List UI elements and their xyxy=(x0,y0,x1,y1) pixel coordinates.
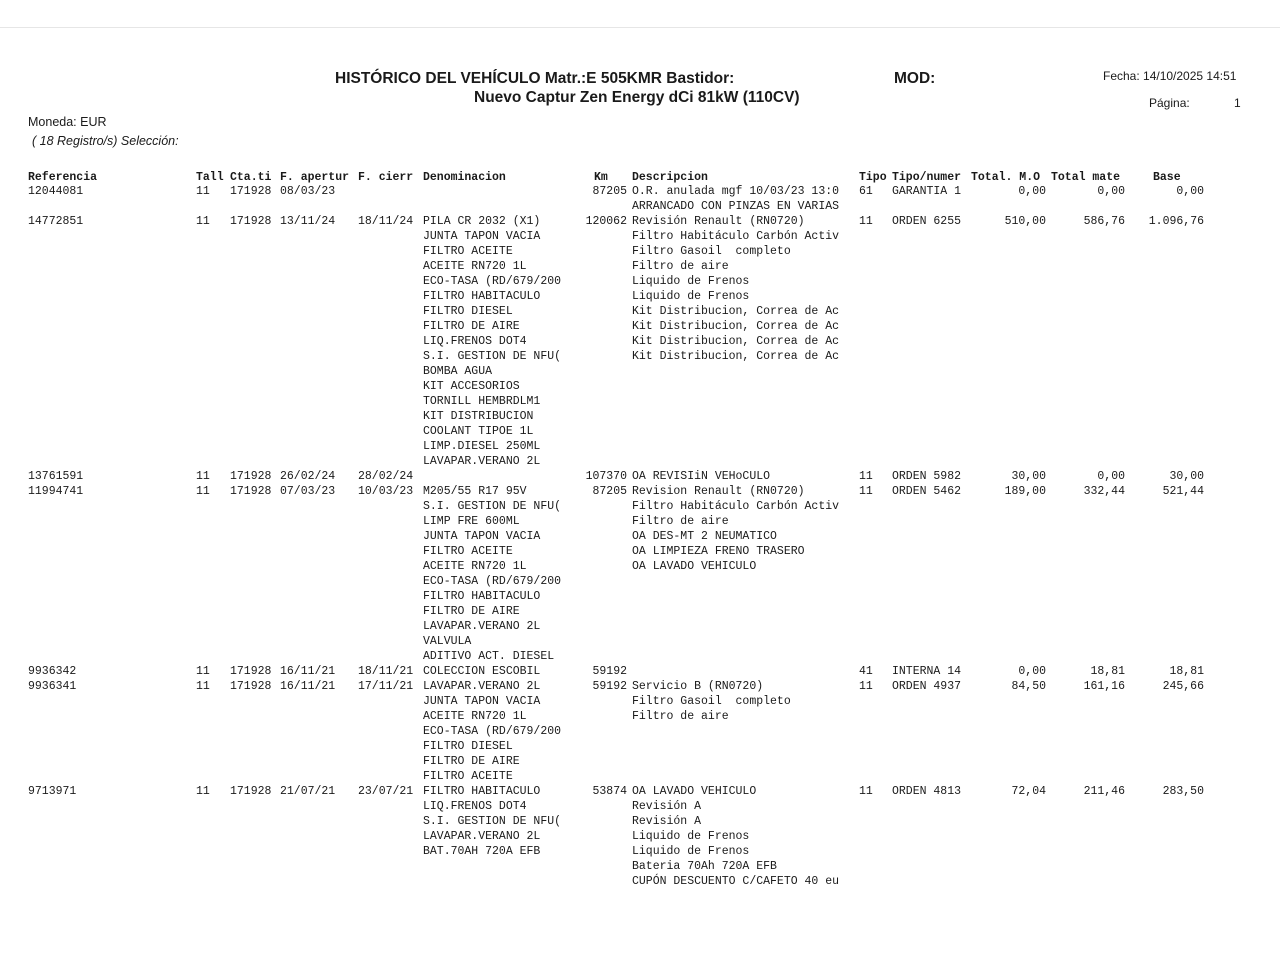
record-tipo: 61 xyxy=(859,185,873,198)
record-referencia: 9936341 xyxy=(28,680,77,693)
descripcion-line: O.R. anulada mgf 10/03/23 13:0 xyxy=(632,185,840,198)
record-referencia: 11994741 xyxy=(28,485,84,498)
denominacion-line: FILTRO DIESEL xyxy=(423,740,513,753)
scan-top-rule xyxy=(0,27,1280,28)
col-denominacion: Denominacion xyxy=(423,171,506,184)
record-base: 18,81 xyxy=(1169,665,1204,678)
report-date: Fecha: 14/10/2025 14:51 xyxy=(1103,69,1237,83)
denominacion-line: FILTRO ACEITE xyxy=(423,245,513,258)
record-km: 87205 xyxy=(592,185,627,198)
record-tipo: 11 xyxy=(859,215,873,228)
denominacion-line: COOLANT TIPOE 1L xyxy=(423,425,534,438)
denominacion-line: BAT.70AH 720A EFB xyxy=(423,845,541,858)
record-f-apertura: 13/11/24 xyxy=(280,215,336,228)
selection-count: ( 18 Registro/s) Selección: xyxy=(32,134,179,148)
record-cta: 171928 xyxy=(230,785,272,798)
record-tipo: 11 xyxy=(859,470,873,483)
denominacion-line: FILTRO HABITACULO xyxy=(423,785,541,798)
col-f-apertura: F. apertur xyxy=(280,171,350,184)
record-km: 59192 xyxy=(592,680,627,693)
record-total-mat: 161,16 xyxy=(1083,680,1125,693)
denominacion-line: BOMBA AGUA xyxy=(423,365,493,378)
denominacion-line: ECO-TASA (RD/679/200 xyxy=(423,725,562,738)
record-f-cierre: 18/11/24 xyxy=(358,215,414,228)
record-referencia: 12044081 xyxy=(28,185,84,198)
record-referencia: 9713971 xyxy=(28,785,77,798)
record-f-apertura: 16/11/21 xyxy=(280,680,336,693)
denominacion-line: LAVAPAR.VERANO 2L xyxy=(423,680,541,693)
denominacion-line: TORNILL HEMBRDLM1 xyxy=(423,395,541,408)
record-base: 30,00 xyxy=(1169,470,1204,483)
record-total-mo: 84,50 xyxy=(1011,680,1046,693)
descripcion-line: Kit Distribucion, Correa de Ac xyxy=(632,320,840,333)
denominacion-line: FILTRO ACEITE xyxy=(423,545,513,558)
denominacion-line: FILTRO DE AIRE xyxy=(423,755,520,768)
record-tipo: 41 xyxy=(859,665,873,678)
record-tall: 11 xyxy=(196,215,210,228)
denominacion-line: LAVAPAR.VERANO 2L xyxy=(423,620,541,633)
denominacion-line: LAVAPAR.VERANO 2L xyxy=(423,830,541,843)
descripcion-line: Filtro Gasoil completo xyxy=(632,245,791,258)
vehicle-model-title: Nuevo Captur Zen Energy dCi 81kW (110CV) xyxy=(474,89,800,106)
record-tipo: 11 xyxy=(859,785,873,798)
col-tall: Tall xyxy=(196,171,224,184)
record-f-apertura: 21/07/21 xyxy=(280,785,336,798)
record-f-cierre: 10/03/23 xyxy=(358,485,414,498)
denominacion-line: VALVULA xyxy=(423,635,472,648)
record-total-mat: 0,00 xyxy=(1097,185,1125,198)
descripcion-line: Revisión A xyxy=(632,815,702,828)
record-referencia: 13761591 xyxy=(28,470,84,483)
denominacion-line: LIMP FRE 600ML xyxy=(423,515,520,528)
denominacion-line: LIMP.DIESEL 250ML xyxy=(423,440,541,453)
col-base: Base xyxy=(1153,171,1181,184)
record-total-mat: 332,44 xyxy=(1083,485,1125,498)
record-cta: 171928 xyxy=(230,470,272,483)
denominacion-line: ACEITE RN720 1L xyxy=(423,560,527,573)
record-km: 53874 xyxy=(592,785,627,798)
descripcion-line: Filtro de aire xyxy=(632,260,729,273)
record-total-mat: 18,81 xyxy=(1090,665,1125,678)
denominacion-line: JUNTA TAPON VACIA xyxy=(423,695,541,708)
denominacion-line: FILTRO DIESEL xyxy=(423,305,513,318)
descripcion-line: OA LIMPIEZA FRENO TRASERO xyxy=(632,545,805,558)
record-f-apertura: 08/03/23 xyxy=(280,185,336,198)
col-total-mat: Total mate xyxy=(1051,171,1121,184)
denominacion-line: JUNTA TAPON VACIA xyxy=(423,230,541,243)
descripcion-line: Revisión A xyxy=(632,800,702,813)
denominacion-line: S.I. GESTION DE NFU( xyxy=(423,350,562,363)
descripcion-line: Filtro de aire xyxy=(632,710,729,723)
denominacion-line: M205/55 R17 95V xyxy=(423,485,527,498)
col-km: Km xyxy=(594,171,608,184)
record-f-cierre: 17/11/21 xyxy=(358,680,414,693)
record-tipo-numero: ORDEN 5462 xyxy=(892,485,962,498)
descripcion-line: CUPÓN DESCUENTO C/CAFETO 40 eu xyxy=(632,875,840,888)
record-km: 59192 xyxy=(592,665,627,678)
descripcion-line: Kit Distribucion, Correa de Ac xyxy=(632,350,840,363)
descripcion-line: OA DES-MT 2 NEUMATICO xyxy=(632,530,777,543)
record-base: 283,50 xyxy=(1162,785,1204,798)
denominacion-line: ECO-TASA (RD/679/200 xyxy=(423,575,562,588)
record-base: 521,44 xyxy=(1162,485,1204,498)
descripcion-line: Revisión Renault (RN0720) xyxy=(632,215,805,228)
page-number: 1 xyxy=(1234,96,1241,110)
descripcion-line: Filtro Habitáculo Carbón Activ xyxy=(632,230,840,243)
record-tall: 11 xyxy=(196,680,210,693)
descripcion-line: Liquido de Frenos xyxy=(632,290,750,303)
col-tipo: Tipo xyxy=(859,171,887,184)
record-tipo-numero: GARANTIA 1 xyxy=(892,185,962,198)
record-cta: 171928 xyxy=(230,215,272,228)
denominacion-line: ACEITE RN720 1L xyxy=(423,710,527,723)
col-total-mo: Total. M.O xyxy=(971,171,1041,184)
record-total-mat: 211,46 xyxy=(1083,785,1125,798)
descripcion-line: Kit Distribucion, Correa de Ac xyxy=(632,305,840,318)
denominacion-line: LIQ.FRENOS DOT4 xyxy=(423,335,527,348)
record-km: 107370 xyxy=(585,470,627,483)
record-cta: 171928 xyxy=(230,680,272,693)
descripcion-line: Filtro Gasoil completo xyxy=(632,695,791,708)
record-cta: 171928 xyxy=(230,185,272,198)
record-total-mo: 30,00 xyxy=(1011,470,1046,483)
descripcion-line: Filtro de aire xyxy=(632,515,729,528)
record-f-cierre: 23/07/21 xyxy=(358,785,414,798)
denominacion-line: LAVAPAR.VERANO 2L xyxy=(423,455,541,468)
denominacion-line: FILTRO ACEITE xyxy=(423,770,513,783)
descripcion-line: OA REVISIiN VEHoCULO xyxy=(632,470,771,483)
descripcion-line: OA LAVADO VEHICULO xyxy=(632,785,757,798)
record-base: 245,66 xyxy=(1162,680,1204,693)
descripcion-line: Liquido de Frenos xyxy=(632,830,750,843)
record-tipo-numero: ORDEN 4937 xyxy=(892,680,962,693)
record-f-apertura: 07/03/23 xyxy=(280,485,336,498)
record-total-mo: 510,00 xyxy=(1004,215,1046,228)
denominacion-line: LIQ.FRENOS DOT4 xyxy=(423,800,527,813)
descripcion-line: ARRANCADO CON PINZAS EN VARIAS xyxy=(632,200,840,213)
record-tall: 11 xyxy=(196,785,210,798)
denominacion-line: JUNTA TAPON VACIA xyxy=(423,530,541,543)
denominacion-line: KIT ACCESORIOS xyxy=(423,380,520,393)
denominacion-line: KIT DISTRIBUCION xyxy=(423,410,534,423)
record-tall: 11 xyxy=(196,485,210,498)
descripcion-line: Kit Distribucion, Correa de Ac xyxy=(632,335,840,348)
record-total-mo: 189,00 xyxy=(1004,485,1046,498)
descripcion-line: Bateria 70Ah 720A EFB xyxy=(632,860,777,873)
denominacion-line: ECO-TASA (RD/679/200 xyxy=(423,275,562,288)
record-tall: 11 xyxy=(196,665,210,678)
denominacion-line: FILTRO DE AIRE xyxy=(423,320,520,333)
record-tipo-numero: INTERNA 14 xyxy=(892,665,962,678)
record-base: 0,00 xyxy=(1176,185,1204,198)
descripcion-line: Liquido de Frenos xyxy=(632,275,750,288)
denominacion-line: PILA CR 2032 (X1) xyxy=(423,215,541,228)
record-total-mo: 0,00 xyxy=(1018,665,1046,678)
descripcion-line: Filtro Habitáculo Carbón Activ xyxy=(632,500,840,513)
col-f-cierre: F. cierr xyxy=(358,171,414,184)
col-descripcion: Descripcion xyxy=(632,171,708,184)
report-title: HISTÓRICO DEL VEHÍCULO Matr.:E 505KMR Bastidor: xyxy=(335,70,735,87)
record-tall: 11 xyxy=(196,470,210,483)
record-cta: 171928 xyxy=(230,485,272,498)
record-referencia: 9936342 xyxy=(28,665,77,678)
denominacion-line: ACEITE RN720 1L xyxy=(423,260,527,273)
record-tall: 11 xyxy=(196,185,210,198)
record-total-mo: 0,00 xyxy=(1018,185,1046,198)
record-tipo: 11 xyxy=(859,485,873,498)
record-cta: 171928 xyxy=(230,665,272,678)
record-f-cierre: 18/11/21 xyxy=(358,665,414,678)
record-tipo-numero: ORDEN 6255 xyxy=(892,215,962,228)
denominacion-line: ADITIVO ACT. DIESEL xyxy=(423,650,555,663)
col-tipo-numero: Tipo/numer xyxy=(892,171,962,184)
record-km: 120062 xyxy=(585,215,627,228)
denominacion-line: FILTRO DE AIRE xyxy=(423,605,520,618)
col-referencia: Referencia xyxy=(28,171,98,184)
record-tipo: 11 xyxy=(859,680,873,693)
descripcion-line: Servicio B (RN0720) xyxy=(632,680,764,693)
record-total-mat: 0,00 xyxy=(1097,470,1125,483)
record-f-apertura: 16/11/21 xyxy=(280,665,336,678)
record-total-mo: 72,04 xyxy=(1011,785,1046,798)
record-km: 87205 xyxy=(592,485,627,498)
mod-label: MOD: xyxy=(894,70,936,87)
col-cta: Cta.ti xyxy=(230,171,272,184)
record-total-mat: 586,76 xyxy=(1083,215,1125,228)
descripcion-line: OA LAVADO VEHICULO xyxy=(632,560,757,573)
currency: Moneda: EUR xyxy=(28,115,107,129)
descripcion-line: Liquido de Frenos xyxy=(632,845,750,858)
denominacion-line: S.I. GESTION DE NFU( xyxy=(423,815,562,828)
denominacion-line: COLECCION ESCOBIL xyxy=(423,665,541,678)
descripcion-line: Revision Renault (RN0720) xyxy=(632,485,805,498)
record-referencia: 14772851 xyxy=(28,215,84,228)
denominacion-line: FILTRO HABITACULO xyxy=(423,290,541,303)
page-label: Página: xyxy=(1149,96,1190,110)
denominacion-line: FILTRO HABITACULO xyxy=(423,590,541,603)
record-f-cierre: 28/02/24 xyxy=(358,470,414,483)
denominacion-line: S.I. GESTION DE NFU( xyxy=(423,500,562,513)
record-f-apertura: 26/02/24 xyxy=(280,470,336,483)
record-tipo-numero: ORDEN 5982 xyxy=(892,470,962,483)
record-tipo-numero: ORDEN 4813 xyxy=(892,785,962,798)
record-base: 1.096,76 xyxy=(1148,215,1204,228)
